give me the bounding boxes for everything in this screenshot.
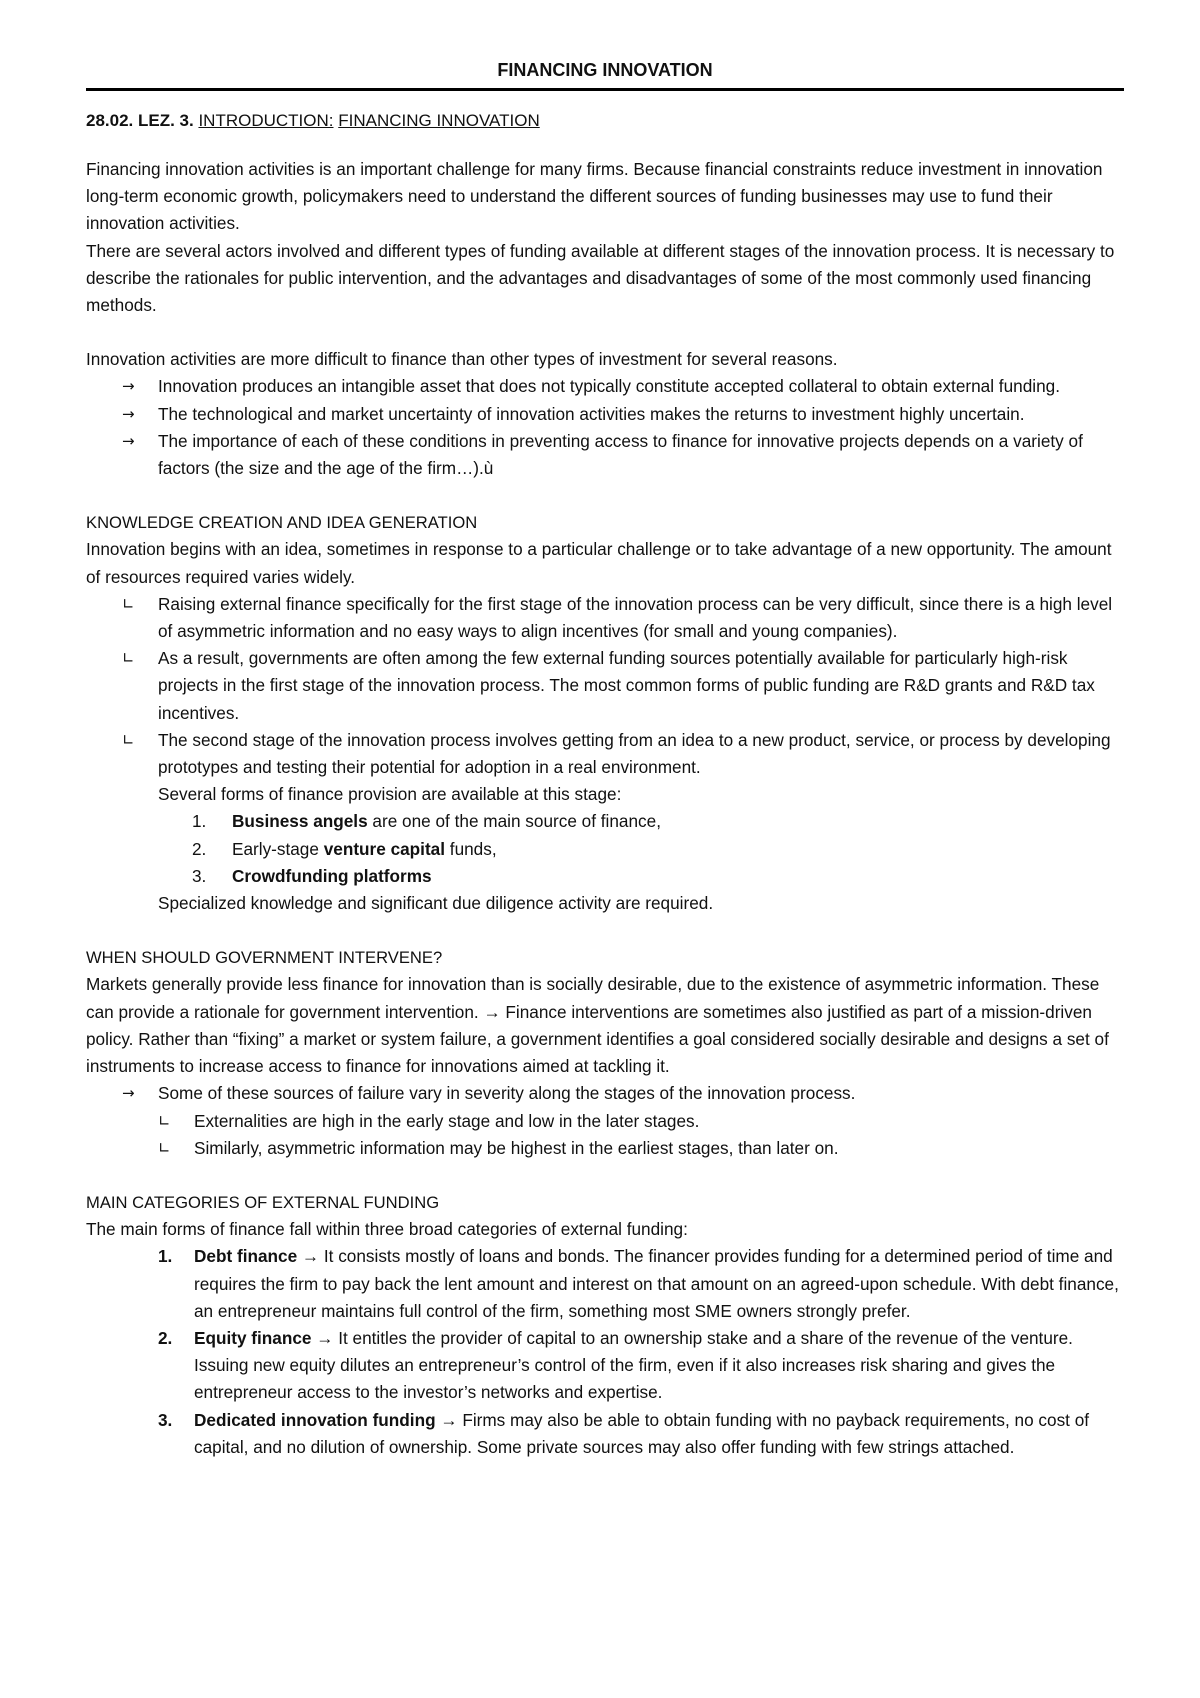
corner-bullet-icon: ∟ [158, 1138, 171, 1157]
corner-bullet-icon: ∟ [122, 594, 135, 613]
arrow-icon: → [440, 1409, 458, 1430]
lecture-topic: FINANCING INNOVATION [338, 111, 540, 130]
list-item: 2. Equity finance → It entitles the provider of capital to an ownership stake and a share of the revenue of the venture. Issuing new equity dilutes an entrepreneur’s control of the firm, even if it also increases risk sharing and gives the entrepreneur access to the investor’s networks and expertise. [158, 1327, 1073, 1403]
lecture-intro: INTRODUCTION: [198, 111, 334, 130]
list-item: → Some of these sources of failure vary in severity along the stages of the innovation process. [86, 1080, 1124, 1107]
arrow-icon: → [316, 1327, 334, 1348]
spacer [86, 319, 1124, 346]
list-item: ∟ The second stage of the innovation process involves getting from an idea to a new product, service, or process by developing prototypes and testing their potential for adoption in a real environment. [86, 727, 1124, 781]
arrow-icon: → [122, 377, 135, 396]
section-heading: WHEN SHOULD GOVERNMENT INTERVENE? [86, 948, 443, 968]
funding-paragraph: The main forms of finance fall within three broad categories of external funding: [86, 1219, 688, 1240]
arrow-icon: → [122, 1084, 135, 1103]
forms-intro: Several forms of finance provision are available at this stage: [158, 784, 622, 805]
list-item: 1. Debt finance → It consists mostly of loans and bonds. The financer provides funding for a determined period of time and requires the firm to pay back the lent amount and interest on that amount on an agreed-upon schedule. With debt finance, an entrepreneur maintains full control of the firm, something most SME owners strongly prefer. [158, 1246, 1119, 1321]
document-page [86, 58, 1124, 1461]
page-header: FINANCING INNOVATION [86, 58, 1124, 91]
intro-paragraph-2: There are several actors involved and different types of funding available at different stages of the innovation process. It is necessary to describe the rationales for public intervention, and the advantages and disadvantages of some of the most commonly used financing methods. [86, 240, 1115, 316]
spacer [86, 482, 1124, 509]
arrow-icon: → [301, 1246, 320, 1267]
list-item: 1. Business angels are one of the main source of finance, [192, 811, 661, 832]
corner-bullet-icon: ∟ [122, 730, 135, 749]
section-heading: MAIN CATEGORIES OF EXTERNAL FUNDING [86, 1192, 440, 1212]
forms-closing: Specialized knowledge and significant due diligence activity are required. [158, 893, 714, 914]
lecture-title [86, 107, 1124, 134]
corner-bullet-icon: ∟ [158, 1111, 171, 1130]
government-paragraph: Markets generally provide less finance for innovation than is socially desirable, due to the existence of asymmetric information. These can provide a rationale for government intervention. → Finance interventions are sometimes also justified as part of a mission-driven policy. Rather than “fixing” a market or system failure, a government identifies a goal considered socially desirable and designs a set of instruments to increase access to finance for innovations aimed at tackling it. [86, 974, 1109, 1077]
arrow-icon: → [483, 1001, 501, 1022]
section-heading: KNOWLEDGE CREATION AND IDEA GENERATION [86, 513, 478, 533]
list-item: 3. Dedicated innovation funding → Firms may also be able to obtain funding with no payback requirements, no cost of capital, and no dilution of ownership. Some private sources may also offer funding with few strings attached. [158, 1409, 1090, 1457]
corner-bullet-icon: ∟ [122, 649, 135, 668]
list-item: ∟ As a result, governments are often among the few external funding sources potentially available for particularly high-risk projects in the first stage of the innovation process. The most common forms of public funding are R&D grants and R&D tax incentives. [86, 645, 1124, 727]
list-item: ∟ Externalities are high in the early stage and low in the later stages. [86, 1108, 1124, 1135]
list-item: → Innovation produces an intangible asset that does not typically constitute accepted collateral to obtain external funding. [86, 373, 1124, 400]
list-item: ∟ Similarly, asymmetric information may be highest in the earliest stages, than later on. [86, 1135, 1124, 1162]
lecture-date: 28.02. LEZ. 3. [86, 111, 199, 130]
list-item: → The importance of each of these conditions in preventing access to finance for innovative projects depends on a variety of factors (the size and the age of the firm…).ù [86, 428, 1124, 482]
list-item: 2. Early-stage venture capital funds, [192, 838, 497, 859]
spacer [86, 1162, 1124, 1189]
arrow-icon: → [122, 404, 135, 423]
intro-paragraph-1: Financing innovation activities is an important challenge for many firms. Because financial constraints reduce investment in innovation long-term economic growth, policymakers need to understand the different sources of funding businesses may use to fund their innovation activities. [86, 159, 1103, 234]
list-item: ∟ Raising external finance specifically for the first stage of the innovation process can be very difficult, since there is a high level of asymmetric information and no easy ways to align incentives (for small and young companies). [86, 591, 1124, 645]
intro-paragraph-3: Innovation activities are more difficult to finance than other types of investment for several reasons. [86, 349, 838, 370]
knowledge-paragraph: Innovation begins with an idea, sometimes in response to a particular challenge or to take advantage of a new opportunity. The amount of resources required varies widely. [86, 539, 1112, 587]
list-item: → The technological and market uncertainty of innovation activities makes the returns to investment highly uncertain. [86, 401, 1124, 428]
spacer [86, 917, 1124, 944]
list-item: 3. Crowdfunding platforms [192, 865, 432, 886]
arrow-icon: → [122, 431, 135, 450]
